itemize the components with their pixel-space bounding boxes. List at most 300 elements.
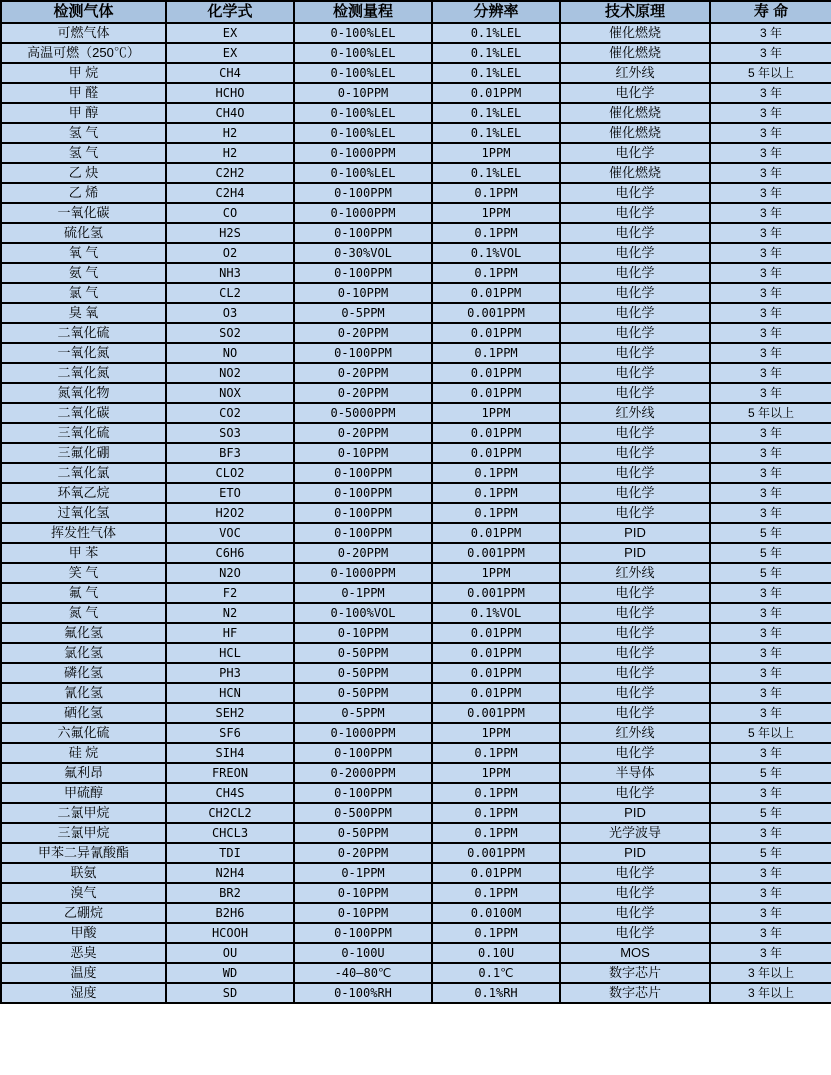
cell-principle: 电化学 (560, 903, 710, 923)
cell-gas: 二氧化硫 (1, 323, 166, 343)
column-header-gas: 检测气体 (1, 1, 166, 23)
column-header-lifespan: 寿 命 (710, 1, 831, 23)
cell-formula: SEH2 (166, 703, 294, 723)
cell-formula: SO3 (166, 423, 294, 443)
cell-principle: 电化学 (560, 423, 710, 443)
cell-resolution: 0.1℃ (432, 963, 560, 983)
cell-resolution: 1PPM (432, 763, 560, 783)
cell-formula: SD (166, 983, 294, 1003)
cell-principle: 电化学 (560, 303, 710, 323)
table-row (1, 923, 831, 943)
table-row (1, 303, 831, 323)
cell-resolution: 0.1%LEL (432, 103, 560, 123)
cell-principle: 电化学 (560, 743, 710, 763)
cell-resolution: 1PPM (432, 723, 560, 743)
cell-range: 0-10PPM (294, 623, 432, 643)
cell-range: 0-50PPM (294, 663, 432, 683)
cell-formula: H2 (166, 143, 294, 163)
cell-range: 0-50PPM (294, 643, 432, 663)
cell-lifespan: 3 年 (710, 863, 831, 883)
cell-lifespan: 5 年以上 (710, 403, 831, 423)
cell-principle: 电化学 (560, 223, 710, 243)
cell-resolution: 0.1PPM (432, 183, 560, 203)
cell-formula: NO2 (166, 363, 294, 383)
cell-resolution: 0.01PPM (432, 363, 560, 383)
cell-resolution: 0.01PPM (432, 863, 560, 883)
cell-range: 0-100%LEL (294, 23, 432, 43)
cell-range: 0-100PPM (294, 743, 432, 763)
cell-formula: B2H6 (166, 903, 294, 923)
cell-resolution: 1PPM (432, 143, 560, 163)
cell-resolution: 0.01PPM (432, 383, 560, 403)
cell-resolution: 0.1PPM (432, 783, 560, 803)
cell-formula: EX (166, 23, 294, 43)
cell-range: 0-100PPM (294, 463, 432, 483)
cell-principle: 催化燃烧 (560, 23, 710, 43)
cell-resolution: 0.01PPM (432, 423, 560, 443)
cell-resolution: 0.001PPM (432, 583, 560, 603)
cell-resolution: 0.001PPM (432, 703, 560, 723)
cell-formula: FREON (166, 763, 294, 783)
cell-range: 0-100PPM (294, 343, 432, 363)
table-row (1, 123, 831, 143)
cell-resolution: 0.01PPM (432, 443, 560, 463)
cell-principle: 红外线 (560, 403, 710, 423)
table-row (1, 883, 831, 903)
cell-lifespan: 3 年 (710, 623, 831, 643)
cell-gas: 二氯甲烷 (1, 803, 166, 823)
cell-formula: C6H6 (166, 543, 294, 563)
table-row (1, 623, 831, 643)
cell-formula: HCL (166, 643, 294, 663)
cell-lifespan: 3 年 (710, 183, 831, 203)
cell-range: 0-100PPM (294, 923, 432, 943)
cell-range: 0-30%VOL (294, 243, 432, 263)
cell-resolution: 0.1PPM (432, 483, 560, 503)
cell-gas: 氢 气 (1, 123, 166, 143)
cell-lifespan: 5 年 (710, 563, 831, 583)
cell-principle: 电化学 (560, 443, 710, 463)
header-row (1, 1, 831, 23)
cell-range: 0-100U (294, 943, 432, 963)
table-row (1, 403, 831, 423)
cell-lifespan: 3 年 (710, 883, 831, 903)
table-row (1, 423, 831, 443)
cell-resolution: 0.01PPM (432, 83, 560, 103)
cell-lifespan: 3 年 (710, 83, 831, 103)
cell-range: 0-100PPM (294, 263, 432, 283)
cell-range: 0-100%VOL (294, 603, 432, 623)
cell-formula: ETO (166, 483, 294, 503)
cell-formula: CLO2 (166, 463, 294, 483)
cell-range: 0-20PPM (294, 423, 432, 443)
cell-formula: BF3 (166, 443, 294, 463)
column-header-resolution: 分辨率 (432, 1, 560, 23)
cell-formula: N2 (166, 603, 294, 623)
cell-principle: 电化学 (560, 463, 710, 483)
table-row (1, 803, 831, 823)
cell-gas: 乙 烯 (1, 183, 166, 203)
cell-gas: 二氧化碳 (1, 403, 166, 423)
cell-range: 0-100%LEL (294, 63, 432, 83)
table-row (1, 663, 831, 683)
cell-formula: CHCL3 (166, 823, 294, 843)
cell-lifespan: 3 年 (710, 123, 831, 143)
cell-lifespan: 3 年 (710, 223, 831, 243)
table-row (1, 203, 831, 223)
cell-resolution: 0.10U (432, 943, 560, 963)
table-row (1, 143, 831, 163)
cell-formula: BR2 (166, 883, 294, 903)
cell-gas: 氮 气 (1, 603, 166, 623)
cell-formula: SF6 (166, 723, 294, 743)
cell-range: 0-100PPM (294, 503, 432, 523)
cell-principle: 数字芯片 (560, 963, 710, 983)
cell-range: -40—80℃ (294, 963, 432, 983)
table-row (1, 523, 831, 543)
cell-range: 0-20PPM (294, 383, 432, 403)
cell-lifespan: 5 年 (710, 523, 831, 543)
cell-gas: 甲酸 (1, 923, 166, 943)
cell-lifespan: 3 年 (710, 703, 831, 723)
cell-principle: 数字芯片 (560, 983, 710, 1003)
cell-formula: EX (166, 43, 294, 63)
cell-principle: 红外线 (560, 723, 710, 743)
cell-gas: 高温可燃（250℃） (1, 43, 166, 63)
cell-formula: H2S (166, 223, 294, 243)
cell-gas: 甲硫醇 (1, 783, 166, 803)
cell-lifespan: 3 年以上 (710, 983, 831, 1003)
cell-principle: 电化学 (560, 363, 710, 383)
cell-gas: 联氨 (1, 863, 166, 883)
cell-principle: 电化学 (560, 323, 710, 343)
cell-range: 0-1000PPM (294, 143, 432, 163)
cell-resolution: 0.01PPM (432, 283, 560, 303)
cell-resolution: 0.1PPM (432, 223, 560, 243)
table-row (1, 23, 831, 43)
cell-range: 0-100PPM (294, 223, 432, 243)
cell-formula: SIH4 (166, 743, 294, 763)
cell-resolution: 1PPM (432, 563, 560, 583)
cell-principle: 电化学 (560, 143, 710, 163)
cell-formula: SO2 (166, 323, 294, 343)
table-row (1, 483, 831, 503)
table-row (1, 783, 831, 803)
cell-formula: HCOOH (166, 923, 294, 943)
table-row (1, 363, 831, 383)
cell-range: 0-1PPM (294, 863, 432, 883)
cell-gas: 氢 气 (1, 143, 166, 163)
cell-lifespan: 5 年 (710, 803, 831, 823)
cell-gas: 一氧化碳 (1, 203, 166, 223)
cell-formula: HF (166, 623, 294, 643)
cell-range: 0-20PPM (294, 843, 432, 863)
table-row (1, 843, 831, 863)
cell-resolution: 0.01PPM (432, 683, 560, 703)
cell-lifespan: 3 年 (710, 583, 831, 603)
cell-range: 0-500PPM (294, 803, 432, 823)
cell-principle: 电化学 (560, 603, 710, 623)
cell-resolution: 0.1%RH (432, 983, 560, 1003)
table-row (1, 103, 831, 123)
cell-lifespan: 3 年 (710, 243, 831, 263)
cell-range: 0-5PPM (294, 703, 432, 723)
cell-gas: 二氧化氮 (1, 363, 166, 383)
cell-principle: 电化学 (560, 883, 710, 903)
cell-lifespan: 3 年 (710, 263, 831, 283)
column-header-formula: 化学式 (166, 1, 294, 23)
cell-range: 0-100%LEL (294, 103, 432, 123)
cell-range: 0-1000PPM (294, 203, 432, 223)
cell-formula: CH4O (166, 103, 294, 123)
cell-range: 0-100PPM (294, 483, 432, 503)
cell-range: 0-10PPM (294, 903, 432, 923)
table-row (1, 443, 831, 463)
cell-lifespan: 3 年 (710, 23, 831, 43)
table-row (1, 863, 831, 883)
cell-lifespan: 5 年 (710, 543, 831, 563)
table-row (1, 563, 831, 583)
cell-range: 0-20PPM (294, 323, 432, 343)
cell-principle: PID (560, 843, 710, 863)
cell-lifespan: 3 年 (710, 363, 831, 383)
cell-principle: 电化学 (560, 923, 710, 943)
table-row (1, 83, 831, 103)
cell-range: 0-10PPM (294, 443, 432, 463)
cell-principle: 催化燃烧 (560, 123, 710, 143)
cell-gas: 硅 烷 (1, 743, 166, 763)
cell-lifespan: 3 年 (710, 663, 831, 683)
cell-range: 0-10PPM (294, 83, 432, 103)
table-row (1, 903, 831, 923)
cell-lifespan: 3 年 (710, 383, 831, 403)
cell-principle: 电化学 (560, 663, 710, 683)
cell-resolution: 0.1PPM (432, 263, 560, 283)
cell-gas: 溴气 (1, 883, 166, 903)
cell-gas: 臭 氧 (1, 303, 166, 323)
cell-gas: 氟 气 (1, 583, 166, 603)
cell-formula: CH2CL2 (166, 803, 294, 823)
cell-lifespan: 5 年以上 (710, 63, 831, 83)
table-row (1, 983, 831, 1003)
cell-principle: 电化学 (560, 383, 710, 403)
cell-principle: 光学波导 (560, 823, 710, 843)
cell-lifespan: 3 年 (710, 743, 831, 763)
cell-resolution: 0.01PPM (432, 523, 560, 543)
cell-principle: 电化学 (560, 623, 710, 643)
cell-formula: CH4S (166, 783, 294, 803)
cell-resolution: 0.1PPM (432, 503, 560, 523)
cell-gas: 氯 气 (1, 283, 166, 303)
cell-resolution: 0.1%VOL (432, 603, 560, 623)
cell-lifespan: 3 年 (710, 603, 831, 623)
cell-formula: O2 (166, 243, 294, 263)
cell-gas: 乙 炔 (1, 163, 166, 183)
cell-gas: 氨 气 (1, 263, 166, 283)
cell-lifespan: 5 年以上 (710, 723, 831, 743)
cell-range: 0-50PPM (294, 823, 432, 843)
cell-resolution: 0.01PPM (432, 663, 560, 683)
cell-gas: 温度 (1, 963, 166, 983)
cell-lifespan: 3 年 (710, 103, 831, 123)
cell-principle: 电化学 (560, 703, 710, 723)
cell-resolution: 0.1PPM (432, 923, 560, 943)
column-header-range: 检测量程 (294, 1, 432, 23)
table-row (1, 703, 831, 723)
cell-lifespan: 3 年以上 (710, 963, 831, 983)
cell-gas: 氟化氢 (1, 623, 166, 643)
cell-gas: 二氧化氯 (1, 463, 166, 483)
cell-lifespan: 3 年 (710, 463, 831, 483)
cell-formula: CL2 (166, 283, 294, 303)
cell-gas: 恶臭 (1, 943, 166, 963)
cell-resolution: 0.1%LEL (432, 63, 560, 83)
cell-resolution: 0.1PPM (432, 803, 560, 823)
cell-resolution: 0.001PPM (432, 303, 560, 323)
cell-formula: HCN (166, 683, 294, 703)
cell-principle: 半导体 (560, 763, 710, 783)
cell-principle: MOS (560, 943, 710, 963)
table-row (1, 743, 831, 763)
cell-range: 0-2000PPM (294, 763, 432, 783)
cell-gas: 甲 烷 (1, 63, 166, 83)
cell-formula: O3 (166, 303, 294, 323)
cell-gas: 磷化氢 (1, 663, 166, 683)
table-row (1, 63, 831, 83)
table-row (1, 243, 831, 263)
table-row (1, 183, 831, 203)
cell-gas: 笑 气 (1, 563, 166, 583)
cell-gas: 甲 醛 (1, 83, 166, 103)
cell-principle: 电化学 (560, 203, 710, 223)
cell-principle: 电化学 (560, 683, 710, 703)
table-body (1, 23, 831, 1003)
cell-range: 0-100PPM (294, 783, 432, 803)
cell-principle: 红外线 (560, 63, 710, 83)
cell-lifespan: 5 年 (710, 843, 831, 863)
column-header-principle: 技术原理 (560, 1, 710, 23)
cell-formula: VOC (166, 523, 294, 543)
cell-principle: 红外线 (560, 563, 710, 583)
cell-lifespan: 3 年 (710, 423, 831, 443)
cell-gas: 挥发性气体 (1, 523, 166, 543)
cell-range: 0-100PPM (294, 183, 432, 203)
cell-range: 0-100PPM (294, 523, 432, 543)
cell-gas: 硫化氢 (1, 223, 166, 243)
cell-resolution: 1PPM (432, 203, 560, 223)
cell-formula: CO (166, 203, 294, 223)
cell-formula: C2H4 (166, 183, 294, 203)
table-row (1, 603, 831, 623)
cell-formula: N2O (166, 563, 294, 583)
cell-principle: 催化燃烧 (560, 43, 710, 63)
cell-gas: 三氯甲烷 (1, 823, 166, 843)
cell-lifespan: 3 年 (710, 343, 831, 363)
cell-range: 0-1000PPM (294, 563, 432, 583)
cell-lifespan: 3 年 (710, 823, 831, 843)
cell-resolution: 0.1PPM (432, 343, 560, 363)
cell-formula: CH4 (166, 63, 294, 83)
cell-lifespan: 3 年 (710, 323, 831, 343)
cell-formula: HCHO (166, 83, 294, 103)
table-row (1, 503, 831, 523)
cell-principle: 电化学 (560, 863, 710, 883)
cell-lifespan: 3 年 (710, 483, 831, 503)
cell-lifespan: 3 年 (710, 443, 831, 463)
cell-gas: 氰化氢 (1, 683, 166, 703)
cell-gas: 氧 气 (1, 243, 166, 263)
cell-gas: 氯化氢 (1, 643, 166, 663)
cell-gas: 甲 苯 (1, 543, 166, 563)
cell-lifespan: 3 年 (710, 143, 831, 163)
cell-gas: 氟利昂 (1, 763, 166, 783)
cell-lifespan: 3 年 (710, 283, 831, 303)
cell-resolution: 0.001PPM (432, 843, 560, 863)
cell-resolution: 1PPM (432, 403, 560, 423)
table-row (1, 583, 831, 603)
cell-formula: TDI (166, 843, 294, 863)
cell-range: 0-100%RH (294, 983, 432, 1003)
cell-resolution: 0.1PPM (432, 883, 560, 903)
cell-principle: 电化学 (560, 343, 710, 363)
table-row (1, 223, 831, 243)
cell-lifespan: 3 年 (710, 923, 831, 943)
table-row (1, 963, 831, 983)
table-row (1, 683, 831, 703)
cell-gas: 三氧化硫 (1, 423, 166, 443)
cell-principle: PID (560, 803, 710, 823)
cell-principle: 催化燃烧 (560, 163, 710, 183)
cell-principle: 电化学 (560, 283, 710, 303)
cell-lifespan: 3 年 (710, 683, 831, 703)
cell-resolution: 0.1PPM (432, 823, 560, 843)
cell-gas: 三氟化硼 (1, 443, 166, 463)
cell-gas: 过氧化氢 (1, 503, 166, 523)
cell-resolution: 0.01PPM (432, 323, 560, 343)
cell-range: 0-100%LEL (294, 123, 432, 143)
cell-principle: 电化学 (560, 243, 710, 263)
cell-gas: 乙硼烷 (1, 903, 166, 923)
cell-resolution: 0.0100M (432, 903, 560, 923)
cell-gas: 硒化氢 (1, 703, 166, 723)
table-row (1, 43, 831, 63)
table-row (1, 283, 831, 303)
cell-formula: NO (166, 343, 294, 363)
cell-gas: 甲 醇 (1, 103, 166, 123)
cell-lifespan: 3 年 (710, 783, 831, 803)
table-row (1, 823, 831, 843)
cell-formula: NOX (166, 383, 294, 403)
cell-gas: 可燃气体 (1, 23, 166, 43)
cell-formula: PH3 (166, 663, 294, 683)
cell-gas: 六氟化硫 (1, 723, 166, 743)
cell-resolution: 0.1%LEL (432, 23, 560, 43)
table-row (1, 463, 831, 483)
cell-formula: CO2 (166, 403, 294, 423)
cell-lifespan: 3 年 (710, 163, 831, 183)
table-row (1, 263, 831, 283)
cell-resolution: 0.01PPM (432, 623, 560, 643)
table-row (1, 643, 831, 663)
cell-lifespan: 3 年 (710, 903, 831, 923)
table-row (1, 163, 831, 183)
cell-range: 0-10PPM (294, 883, 432, 903)
cell-formula: OU (166, 943, 294, 963)
cell-resolution: 0.001PPM (432, 543, 560, 563)
cell-gas: 氮氧化物 (1, 383, 166, 403)
cell-principle: PID (560, 543, 710, 563)
cell-formula: N2H4 (166, 863, 294, 883)
